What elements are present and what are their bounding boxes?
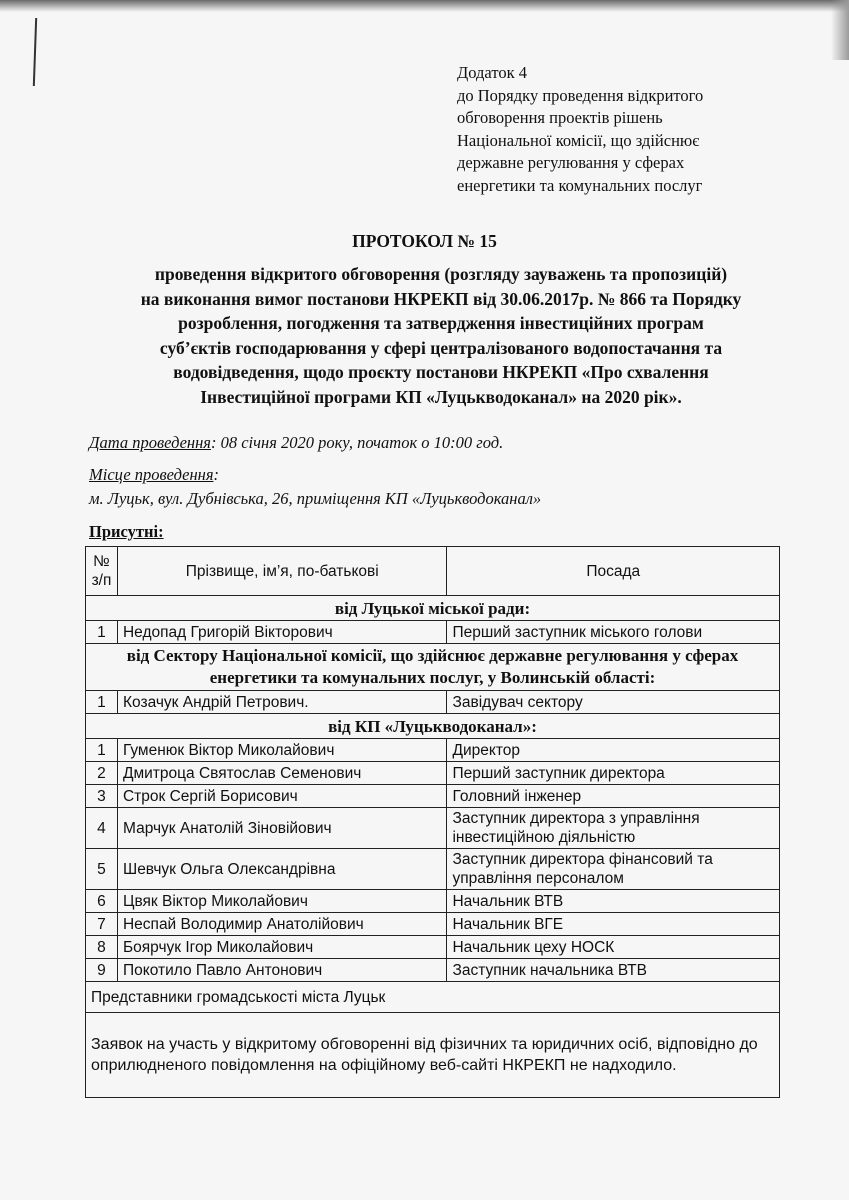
section-row — [86, 644, 780, 691]
row-position: Перший заступник директора — [447, 762, 780, 785]
subtitle-line: водовідведення, щодо проєкту постанови НКРЕКП «Про схвалення — [173, 362, 709, 382]
table-row — [86, 936, 780, 959]
row-name: Строк Сергій Борисович — [117, 785, 447, 808]
row-position: Заступник начальника ВТВ — [447, 959, 780, 982]
row-num: 4 — [86, 808, 118, 849]
protocol-title: ПРОТОКОЛ № 15 — [352, 231, 497, 251]
row-name: Козачук Андрій Петрович. — [117, 691, 447, 714]
table-row — [86, 621, 780, 644]
attendees-table — [85, 546, 780, 1098]
row-name: Боярчук Ігор Миколайович — [117, 936, 447, 959]
row-num: 7 — [86, 913, 118, 936]
table-row — [86, 849, 780, 890]
scan-right-edge — [831, 0, 849, 60]
place-label: Місце проведення — [89, 465, 214, 484]
date-value: : 08 січня 2020 року, початок о 10:00 год. — [210, 433, 504, 452]
row-num: 1 — [86, 621, 118, 644]
meeting-place-label — [89, 464, 219, 486]
protocol-subtitle — [96, 262, 786, 409]
note-row — [86, 1013, 780, 1098]
section-regulator: від Сектору Національної комісії, що здійснює державне регулювання у сферах енергетики та комунальних послуг, у Волинській області: — [86, 644, 780, 691]
row-name: Шевчук Ольга Олександрівна — [117, 849, 447, 890]
public-row — [86, 982, 780, 1013]
header-num: № з/п — [86, 547, 118, 596]
pen-mark — [33, 18, 37, 86]
row-position: Заступник директора з управління інвестиційною діяльністю — [447, 808, 780, 849]
public-representatives: Представники громадськості міста Луцьк — [86, 982, 780, 1013]
row-position: Заступник директора фінансовий та управління персоналом — [447, 849, 780, 890]
appendix-line: державне регулювання у сферах — [457, 153, 685, 172]
row-num: 8 — [86, 936, 118, 959]
header-position: Посада — [447, 547, 780, 596]
subtitle-line: суб’єктів господарювання у сфері централізованого водопостачання та — [159, 337, 723, 358]
row-name: Дмитроца Святослав Семенович — [117, 762, 447, 785]
row-position: Завідувач сектору — [447, 691, 780, 714]
meeting-place-value: м. Луцьк, вул. Дубнівська, 26, приміщення КП «Луцькводоканал» — [89, 489, 542, 508]
appendix-line: до Порядку проведення відкритого — [457, 85, 704, 105]
row-name: Покотило Павло Антонович — [117, 959, 447, 982]
scan-top-shadow — [0, 0, 849, 12]
row-position: Перший заступник міського голови — [447, 621, 780, 644]
row-position: Начальник цеху НОСК — [447, 936, 780, 959]
header-name: Прізвище, ім’я, по-батькові — [117, 547, 447, 596]
table-row — [86, 785, 780, 808]
row-name: Марчук Анатолій Зіновійович — [117, 808, 447, 849]
row-num: 1 — [86, 691, 118, 714]
table-row — [86, 691, 780, 714]
subtitle-line: розроблення, погодження та затвердження інвестиційних програм — [178, 313, 704, 333]
appendix-line: обговорення проектів рішень — [457, 108, 663, 127]
meeting-date — [89, 432, 503, 454]
table-row — [86, 739, 780, 762]
row-num: 5 — [86, 849, 118, 890]
table-row — [86, 913, 780, 936]
row-num: 2 — [86, 762, 118, 785]
section-row — [86, 714, 780, 739]
place-colon: : — [213, 465, 219, 484]
row-name: Неспай Володимир Анатолійович — [117, 913, 447, 936]
applications-note: Заявок на участь у відкритому обговоренні від фізичних та юридичних осіб, відповідно до оприлюдненого повідомлення на офіційному веб-сайті НКРЕКП не надходило. — [86, 1013, 780, 1098]
table-row — [86, 762, 780, 785]
row-num: 6 — [86, 890, 118, 913]
row-num: 1 — [86, 739, 118, 762]
present-label: Присутні: — [89, 522, 164, 541]
row-position: Директор — [447, 739, 780, 762]
section-row — [86, 596, 780, 621]
appendix-line: Додаток 4 — [457, 63, 527, 82]
row-position: Головний інженер — [447, 785, 780, 808]
table-header-row — [86, 547, 780, 596]
appendix-line: енергетики та комунальних послуг — [457, 175, 703, 195]
subtitle-line: Інвестиційної програми КП «Луцькводоканал» на 2020 рік». — [200, 386, 682, 407]
table-row — [86, 959, 780, 982]
appendix-line: Національної комісії, що здійснює — [457, 130, 700, 150]
table-row — [86, 890, 780, 913]
row-name: Цвяк Віктор Миколайович — [117, 890, 447, 913]
subtitle-line: проведення відкритого обговорення (розгляду зауважень та пропозицій) — [154, 264, 728, 284]
row-position: Начальник ВГЕ — [447, 913, 780, 936]
section-vodokanal: від КП «Луцькводоканал»: — [86, 714, 780, 739]
row-num: 9 — [86, 959, 118, 982]
date-label: Дата проведення — [89, 433, 211, 452]
section-city-council: від Луцької міської ради: — [86, 596, 780, 621]
table-row — [86, 808, 780, 849]
row-position: Начальник ВТВ — [447, 890, 780, 913]
row-name: Гуменюк Віктор Миколайович — [117, 739, 447, 762]
subtitle-line: на виконання вимог постанови НКРЕКП від 30.06.2017р. № 866 та Порядку — [140, 288, 742, 309]
row-name: Недопад Григорій Вікторович — [117, 621, 447, 644]
appendix-note — [457, 62, 787, 197]
row-num: 3 — [86, 785, 118, 808]
